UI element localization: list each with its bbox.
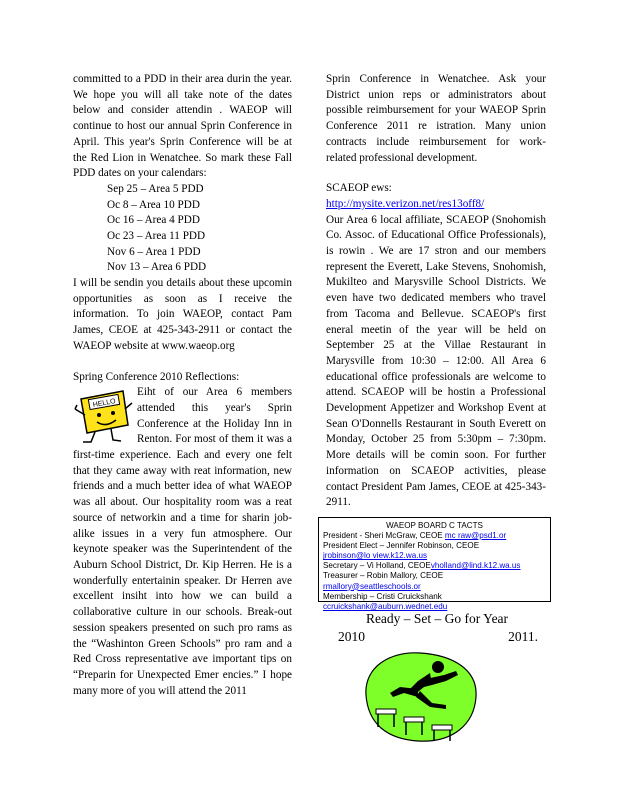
board-contacts-box <box>318 517 551 611</box>
date-item: Sep 25 – Area 5 PDD <box>107 182 204 195</box>
treasurer-name: Treasurer – Robin Mallory, CEOE <box>323 571 444 581</box>
paragraph-reimbursement: Sprin Conference in Wenatchee. Ask your District union reps or administrators about possible reimbursement for your WAEOP Sprin Conference 2011 re istration. Many union contracts include reimbursement for work-related professional development. <box>326 73 546 164</box>
date-item: Oc 8 – Area 10 PDD <box>107 198 200 211</box>
president-email-link[interactable]: mc raw@psd1.or <box>444 531 507 541</box>
president-name: President - Sheri McGraw, CEOE <box>323 531 443 541</box>
right-column <box>326 72 546 511</box>
hello-sign-text: HELLO <box>92 398 117 410</box>
membership-name: Membership – Cristi Cruickshank <box>323 591 442 601</box>
date-item: Nov 6 – Area 1 PDD <box>107 245 201 258</box>
paragraph-pdd-intro: committed to a PDD in their area durin the year. We hope you will all take note of the dates below and consider attendin . WAEOP will continue to host our annual Sprin Conference in April. This year's Sprin Conference will be at the Red Lion in Wenatchee. So mark these Fall PDD dates on your calendars: <box>73 73 292 180</box>
ready-set-go-caption <box>322 610 552 646</box>
membership-email-link[interactable]: ccruickshank@auburn.wednet.edu <box>323 601 448 611</box>
year-right: 2011. <box>508 629 538 644</box>
president-elect-name: President Elect – Jennifer Robinson, CEOE <box>323 541 480 551</box>
hurdle-runner-clipart <box>360 645 482 747</box>
date-item: Oc 16 – Area 4 PDD <box>107 214 200 227</box>
president-elect-email-link[interactable]: jrobinson@lo view.k12.wa.us <box>323 551 428 561</box>
scaeop-news-title: SCAEOP ews: <box>326 182 392 195</box>
secretary-name: Secretary – Vi Holland, CEOE <box>323 561 431 571</box>
year-left: 2010 <box>338 629 365 644</box>
treasurer-email-link[interactable]: rmallory@seattleschools.or <box>323 581 421 591</box>
pdd-date-list <box>107 182 292 276</box>
date-item: Oc 23 – Area 11 PDD <box>107 229 206 242</box>
ready-set-go-line: Ready – Set – Go for Year <box>365 611 509 626</box>
scaeop-news-link[interactable]: http://mysite.verizon.net/res13off8/ <box>326 197 485 210</box>
board-contacts-title: WAEOP BOARD C TACTS <box>386 521 483 530</box>
left-column <box>73 72 292 699</box>
paragraph-join-info: I will be sendin you details about these upcomin opportunities as soon as I receive the information. To join WAEOP, contact Pam James, CEOE at 425-343-2911 or contact the WAEOP website at www.waeop.org <box>73 277 292 352</box>
paragraph-scaeop-affiliate: Our Area 6 local affiliate, SCAEOP (Snohomish Co. Assoc. of Educational Office Professionals), is rowin . We are 17 stron and our members represent the Everett, Lake Stevens, Snohomish, Mukilteo and Marysville School Districts. We even have two dedicated members who travel from Tacoma and Bellevue. SCAEOP's first eneral meetin of the year will be held on September 25 at the Villae Restaurant in Marysville from 10:30 – 12:00. All Area 6 educational office professionals are welcome to attend. SCAEOP will be hostin a Professional Development Appetizer and Workshop Event at Sean O'Donnells Restaurant in South Everett on Monday, October 25 from 5:30pm – 7:30pm. More details will be comin soon. For further information on SCAEOP activities, please contact President Pam James, CEOE at 425-343-2911. <box>326 213 546 509</box>
date-item: Nov 13 – Area 6 PDD <box>107 261 207 274</box>
hello-sign-clipart <box>73 385 133 445</box>
paragraph-conference-reflections: Eiht of our Area 6 members attended this year's Sprin Conference at the Holiday Inn in Renton. For most of them it was a first-time experience. Each and every one felt that they came away with reat information, new friends and a much better idea of what WAEOP was all about. Our hospitality room was a reat source of networkin and a time for sharin job-alike issues in a very fun atmosphere. Our keynote speaker was the Superintendent of the Auburn School District, Dr. Kip Herren. He is a wonderfully entertainin speaker. Dr Herren ave excellent insiht into how we can build a collaborative culture in our schools. Break-out session speakers presented on such pro rams as the “Washinton Green Schools” pro ram and a Red Cross representative ave important tips on “Preparin for Unexpected Emer encies.” I hope many more of you will attend the 2011 <box>73 386 292 697</box>
section-heading-spring-conference: Spring Conference 2010 Reflections: <box>73 370 240 383</box>
secretary-email-link[interactable]: vholland@lind.k12.wa.us <box>430 561 521 571</box>
